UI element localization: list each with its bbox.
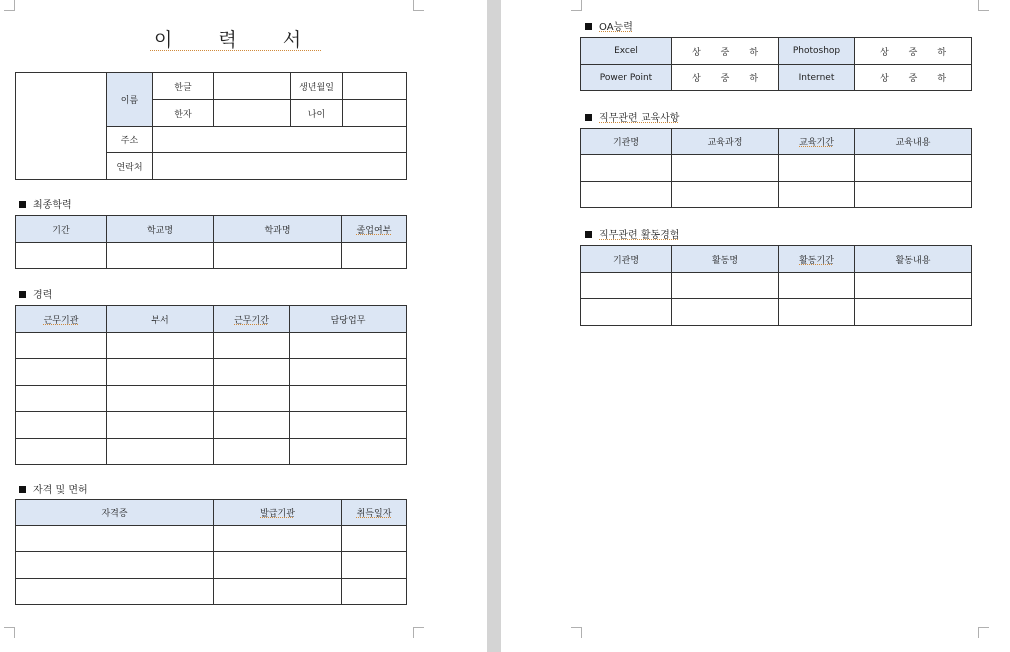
crop-mark xyxy=(4,627,15,638)
age-label: 나이 xyxy=(291,100,343,127)
table-cell[interactable] xyxy=(290,359,407,386)
oa-item-label: Photoshop xyxy=(779,38,855,65)
crop-mark xyxy=(978,627,989,638)
header-cell: 졸업여부 xyxy=(342,216,407,243)
table-cell[interactable] xyxy=(581,182,672,208)
hanja-label: 한자 xyxy=(153,100,214,127)
personal-info-table xyxy=(15,72,407,180)
bullet-square-icon xyxy=(585,231,592,238)
header-cell: 교육내용 xyxy=(855,129,972,155)
level-options[interactable]: 상 중 하 xyxy=(855,65,972,91)
table-cell[interactable] xyxy=(107,386,214,412)
section-title: OA능력 xyxy=(599,22,633,33)
header-cell: 교육과정 xyxy=(672,129,779,155)
table-cell[interactable] xyxy=(290,439,407,465)
crop-mark xyxy=(4,0,15,11)
table-cell[interactable] xyxy=(107,439,214,465)
table-cell[interactable] xyxy=(16,579,214,605)
table-cell[interactable] xyxy=(16,386,107,412)
section-title: 직무관련 교육사항 xyxy=(599,113,680,124)
crop-mark xyxy=(571,0,582,11)
header-cell: 활동내용 xyxy=(855,246,972,273)
section-oa xyxy=(585,18,633,33)
table-cell[interactable] xyxy=(672,273,779,299)
hangul-label: 한글 xyxy=(153,73,214,100)
table-cell[interactable] xyxy=(672,299,779,326)
table-cell[interactable] xyxy=(779,155,855,182)
section-title: 최종학력 xyxy=(33,200,72,211)
level-options[interactable]: 상 중 하 xyxy=(855,38,972,65)
crop-mark xyxy=(413,0,424,11)
document-title: 이 력 서 xyxy=(150,30,321,51)
table-cell[interactable] xyxy=(214,386,290,412)
activities-table xyxy=(580,245,972,326)
age-field[interactable] xyxy=(343,100,407,127)
table-cell[interactable] xyxy=(779,182,855,208)
table-cell[interactable] xyxy=(855,155,972,182)
header-cell: 기간 xyxy=(16,216,107,243)
header-cell: 취득일자 xyxy=(342,500,407,526)
header-cell: 교육기간 xyxy=(779,129,855,155)
table-cell[interactable] xyxy=(214,579,342,605)
header-cell: 담당업무 xyxy=(290,306,407,333)
document-page-1 xyxy=(0,0,487,652)
header-cell: 부서 xyxy=(107,306,214,333)
table-cell[interactable] xyxy=(581,273,672,299)
section-title: 직무관련 활동경험 xyxy=(599,230,680,241)
section-career xyxy=(19,286,52,301)
bullet-square-icon xyxy=(19,291,26,298)
section-education xyxy=(19,196,72,211)
table-cell[interactable] xyxy=(107,243,214,269)
hanja-name-field[interactable] xyxy=(214,100,291,127)
table-cell[interactable] xyxy=(16,333,107,359)
header-cell: 활동기간 xyxy=(779,246,855,273)
table-cell[interactable] xyxy=(342,526,407,552)
address-label: 주소 xyxy=(107,127,153,153)
header-cell: 자격증 xyxy=(16,500,214,526)
header-cell: 활동명 xyxy=(672,246,779,273)
table-cell[interactable] xyxy=(214,333,290,359)
table-cell[interactable] xyxy=(16,526,214,552)
header-cell: 기관명 xyxy=(581,129,672,155)
table-cell[interactable] xyxy=(342,579,407,605)
table-cell[interactable] xyxy=(16,359,107,386)
birth-field[interactable] xyxy=(343,73,407,100)
career-table xyxy=(15,305,407,465)
table-cell[interactable] xyxy=(214,552,342,579)
table-cell[interactable] xyxy=(855,273,972,299)
table-cell[interactable] xyxy=(214,412,290,439)
contact-field[interactable] xyxy=(153,153,407,180)
table-cell[interactable] xyxy=(855,299,972,326)
header-cell: 학교명 xyxy=(107,216,214,243)
section-licenses xyxy=(19,481,88,496)
table-cell[interactable] xyxy=(107,359,214,386)
level-options[interactable]: 상 중 하 xyxy=(672,38,779,65)
bullet-square-icon xyxy=(19,486,26,493)
table-cell[interactable] xyxy=(16,552,214,579)
table-cell[interactable] xyxy=(290,333,407,359)
bullet-square-icon xyxy=(19,201,26,208)
table-cell[interactable] xyxy=(672,155,779,182)
table-cell[interactable] xyxy=(672,182,779,208)
table-cell[interactable] xyxy=(581,299,672,326)
table-cell[interactable] xyxy=(214,243,342,269)
header-cell: 학과명 xyxy=(214,216,342,243)
bullet-square-icon xyxy=(585,23,592,30)
table-cell[interactable] xyxy=(107,333,214,359)
section-title: 자격 및 면허 xyxy=(33,485,88,496)
section-activities xyxy=(585,226,679,241)
document-page-2 xyxy=(501,0,1010,652)
name-label: 이름 xyxy=(107,73,153,127)
table-cell[interactable] xyxy=(107,412,214,439)
level-options[interactable]: 상 중 하 xyxy=(672,65,779,91)
header-cell: 발급기관 xyxy=(214,500,342,526)
contact-label: 연락처 xyxy=(107,153,153,180)
education-table xyxy=(15,215,407,269)
header-cell: 근무기관 xyxy=(16,306,107,333)
crop-mark xyxy=(978,0,989,11)
table-cell[interactable] xyxy=(214,359,290,386)
oa-item-label: Power Point xyxy=(581,65,672,91)
licenses-table xyxy=(15,499,407,605)
table-cell[interactable] xyxy=(290,412,407,439)
table-cell[interactable] xyxy=(855,182,972,208)
table-cell[interactable] xyxy=(342,552,407,579)
table-cell[interactable] xyxy=(290,386,407,412)
table-cell[interactable] xyxy=(779,299,855,326)
bullet-square-icon xyxy=(585,114,592,121)
table-cell[interactable] xyxy=(214,526,342,552)
table-cell[interactable] xyxy=(342,243,407,269)
table-cell[interactable] xyxy=(214,439,290,465)
section-title: 경력 xyxy=(33,290,53,301)
table-cell[interactable] xyxy=(16,243,107,269)
section-training xyxy=(585,109,679,124)
table-cell[interactable] xyxy=(779,273,855,299)
oa-skills-table xyxy=(580,37,972,91)
header-cell: 근무기간 xyxy=(214,306,290,333)
hangul-name-field[interactable] xyxy=(214,73,291,100)
training-table xyxy=(580,128,972,208)
oa-item-label: Excel xyxy=(581,38,672,65)
table-cell[interactable] xyxy=(581,155,672,182)
crop-mark xyxy=(413,627,424,638)
birth-label: 생년월일 xyxy=(291,73,343,100)
photo-cell[interactable] xyxy=(16,73,107,180)
address-field[interactable] xyxy=(153,127,407,153)
crop-mark xyxy=(571,627,582,638)
table-cell[interactable] xyxy=(16,439,107,465)
oa-item-label: Internet xyxy=(779,65,855,91)
header-cell: 기관명 xyxy=(581,246,672,273)
table-cell[interactable] xyxy=(16,412,107,439)
